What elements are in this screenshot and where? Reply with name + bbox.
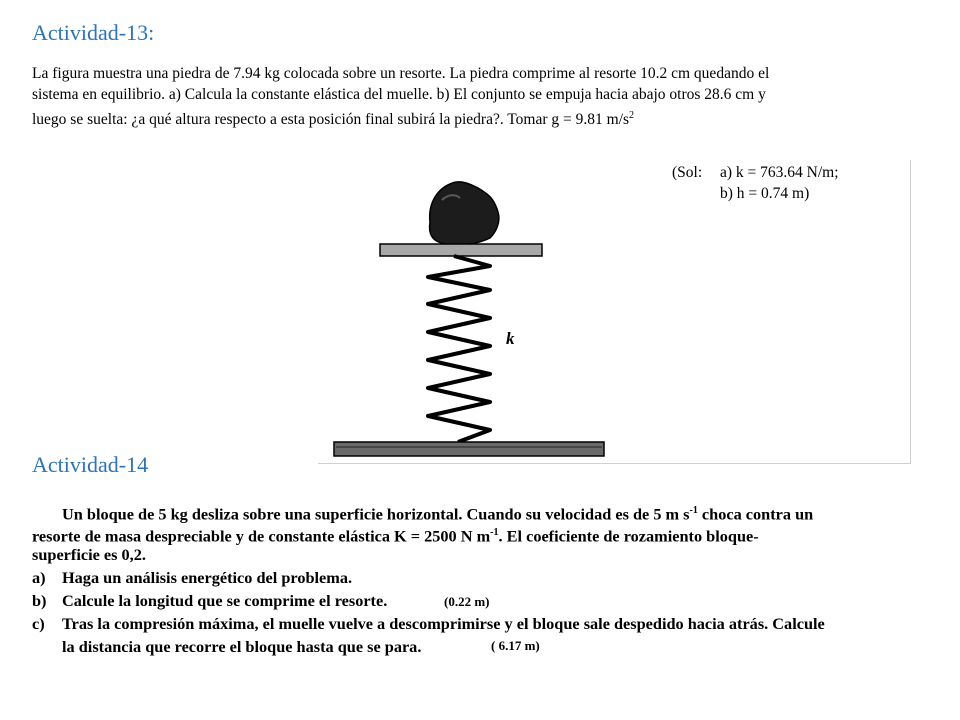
spring-coil [428,256,490,442]
statement-line-3-text: luego se suelta: ¿a qué altura respecto a esta posición final subirá la piedra?. Tomar g = 9.81 m/s [32,111,630,129]
statement-exponent: 2 [629,110,635,121]
item-c-marker: c) [32,614,45,633]
line-1-exponent: -1 [689,505,698,516]
item-c [32,613,825,636]
activity-13-solution [672,162,839,204]
item-c-text-1: Tras la compresión máxima, el muelle vuelve a descomprimirse y el bloque sale despedido hacia atrás. Calcule [62,614,825,633]
item-b-marker: b) [32,591,47,610]
item-b [32,590,387,613]
solution-prefix: (Sol: [672,164,703,181]
line-1-end: choca contra un [697,504,814,524]
item-a-text: Haga un análisis energético del problema. [62,568,353,587]
item-a [32,567,352,590]
answer-b: (0.22 m) [444,594,490,609]
spring-constant-label: k [506,329,515,348]
solution-a: a) k = 763.64 N/m; [720,164,839,181]
statement-line-3 [32,105,932,130]
item-a-marker: a) [32,568,46,587]
item-b-text: Calcule la longitud que se comprime el resorte. [62,591,388,610]
activity-13-title: Actividad-13: [32,20,155,45]
base-plate [334,442,604,456]
spring-diagram [318,160,910,463]
statement-line-2: sistema en equilibrio. a) Calcula la constante elástica del muelle. b) El conjunto se empuja hacia abajo otros 28.6 cm y [32,86,766,103]
statement-line-1: La figura muestra una piedra de 7.94 kg colocada sobre un resorte. La piedra comprime al resorte 10.2 cm quedando el [32,65,770,82]
line-1-text: Un bloque de 5 kg desliza sobre una superficie horizontal. Cuando su velocidad es de 5 m s [62,504,690,524]
solution-b: b) h = 0.74 m) [720,185,810,202]
line-2-exponent: -1 [490,527,499,538]
top-plate [380,244,542,256]
activity-13-statement [32,63,932,130]
answer-c: ( 6.17 m) [491,638,540,653]
line-2-end: . El coeficiente de rozamiento bloque- [498,526,759,546]
item-c-line-2: la distancia que recorre el bloque hasta que se para. [62,637,422,656]
rock-shape [430,182,499,245]
activity-14-line-3: superficie es 0,2. [32,545,146,564]
line-2-text: resorte de masa despreciable y de constante elástica K = 2500 N m [32,526,491,546]
spring-figure [318,160,911,464]
activity-14-title: Actividad-14 [32,452,149,477]
